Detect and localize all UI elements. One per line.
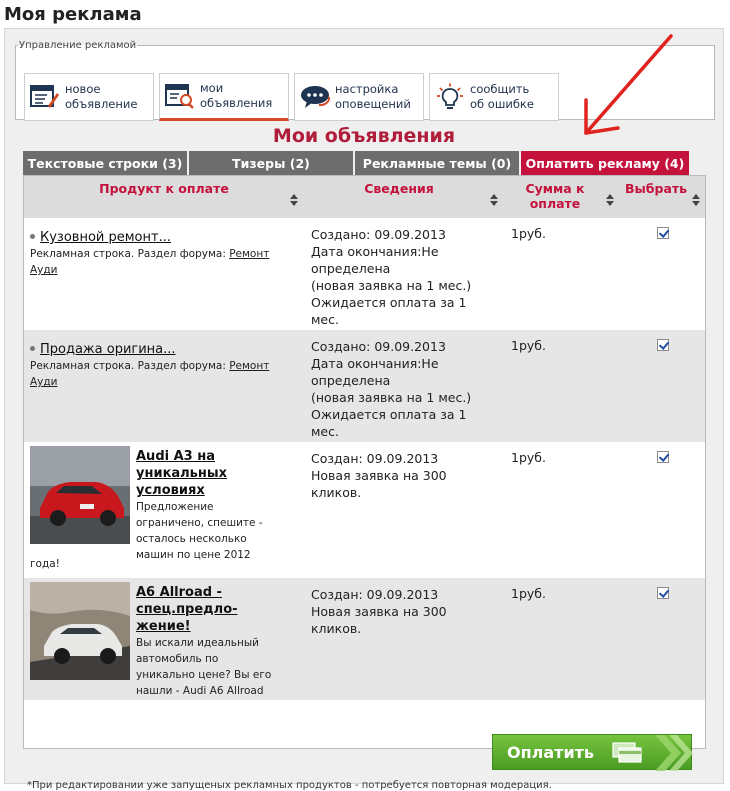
select-checkbox[interactable] bbox=[657, 587, 669, 599]
ad-title-link[interactable]: Продажа оригина... bbox=[40, 342, 176, 357]
header-product[interactable]: Продукт к оплате bbox=[99, 181, 229, 196]
ad-sum: 1руб. bbox=[511, 338, 546, 353]
header-info[interactable]: Сведения bbox=[364, 181, 434, 196]
ad-management-legend: Управление рекламой bbox=[19, 40, 137, 51]
header-select[interactable]: Выбрать bbox=[624, 181, 688, 196]
forum-section-link[interactable]: Ремонт Ауди bbox=[30, 360, 270, 388]
new-ad-button[interactable] bbox=[24, 73, 154, 121]
cards-icon bbox=[611, 742, 643, 768]
tab-bar bbox=[23, 151, 691, 175]
table-row bbox=[24, 330, 705, 442]
table-row bbox=[24, 442, 705, 578]
ad-thumbnail-image[interactable] bbox=[30, 582, 130, 680]
header-sum-line1: Сумма к bbox=[525, 181, 585, 196]
ad-sum: 1руб. bbox=[511, 226, 546, 241]
ad-description: Рекламная строка. Раздел форума: bbox=[30, 248, 230, 260]
my-ads-button[interactable] bbox=[159, 73, 289, 121]
header-sum[interactable] bbox=[510, 181, 600, 211]
report-error-button[interactable] bbox=[429, 73, 559, 121]
red-arrow-annotation bbox=[566, 28, 686, 148]
tab-pay-ads[interactable]: Оплатить рекламу (4) bbox=[521, 151, 689, 175]
report-error-label-2: об ошибке bbox=[470, 97, 534, 111]
my-ads-icon bbox=[160, 83, 200, 109]
chevron-right-icon bbox=[651, 735, 693, 775]
teaser-description: Вы искали идеальный автомобиль по уникально цене? Вы его нашли - Audi A6 Allroad bbox=[136, 637, 272, 697]
ad-description: Рекламная строка. Раздел форума: bbox=[30, 360, 230, 372]
moderation-footnote: *При редактировании уже запущеных рекламных продуктов - потребуется повторная модерация. bbox=[27, 780, 552, 791]
table-row bbox=[24, 578, 705, 700]
select-checkbox[interactable] bbox=[657, 451, 669, 463]
ad-thumbnail-image[interactable] bbox=[30, 446, 130, 544]
notification-label-2: оповещений bbox=[335, 97, 411, 111]
sort-select-icon[interactable] bbox=[692, 194, 700, 206]
lightbulb-icon bbox=[430, 83, 470, 111]
my-ads-label-1: мои bbox=[200, 81, 224, 95]
teaser-title-link[interactable]: A6 Allroad - спец.предло- жение! bbox=[136, 585, 238, 634]
header-sum-line2: оплате bbox=[529, 196, 581, 211]
table-row bbox=[24, 218, 705, 330]
ad-info: Создан: 09.09.2013 Новая заявка на 300 кликов. bbox=[311, 451, 447, 500]
sort-info-icon[interactable] bbox=[490, 194, 498, 206]
teaser-description-tail: года! bbox=[30, 558, 60, 570]
section-title: Мои объявления bbox=[272, 125, 456, 147]
my-ads-label-2: объявления bbox=[200, 96, 273, 110]
ad-info: Создано: 09.09.2013 Дата окончания:Не определена (новая заявка на 1 мес.) Ожидается оплата за 1 мес. bbox=[311, 227, 472, 327]
new-ad-label-2: объявление bbox=[65, 97, 138, 111]
notification-settings-button[interactable] bbox=[294, 73, 424, 121]
ad-info: Создан: 09.09.2013 Новая заявка на 300 кликов. bbox=[311, 587, 447, 636]
select-checkbox[interactable] bbox=[657, 339, 669, 351]
ad-info: Создано: 09.09.2013 Дата окончания:Не определена (новая заявка на 1 мес.) Ожидается оплата за 1 мес. bbox=[311, 339, 472, 439]
teaser-description: Предложение ограничено, спешите - осталось несколько машин по цене 2012 bbox=[136, 501, 263, 561]
forum-section-link[interactable]: Ремонт Ауди bbox=[30, 248, 270, 276]
table-header bbox=[24, 176, 705, 218]
bullet-icon bbox=[30, 346, 35, 351]
new-ad-label-1: новое bbox=[65, 82, 101, 96]
teaser-title-link[interactable]: Audi A3 на уникальных условиях bbox=[136, 449, 228, 498]
page-title: Моя реклама bbox=[4, 4, 142, 25]
payment-table bbox=[23, 175, 706, 749]
tab-text-lines[interactable]: Текстовые строки (3) bbox=[23, 151, 187, 175]
tab-teasers[interactable]: Тизеры (2) bbox=[189, 151, 353, 175]
ad-sum: 1руб. bbox=[511, 450, 546, 465]
new-ad-icon bbox=[25, 84, 65, 110]
notification-label-1: настройка bbox=[335, 82, 399, 96]
pay-button[interactable] bbox=[492, 734, 692, 770]
tab-ad-topics[interactable]: Рекламные темы (0) bbox=[355, 151, 519, 175]
bullet-icon bbox=[30, 234, 35, 239]
ad-sum: 1руб. bbox=[511, 586, 546, 601]
ad-title-link[interactable]: Кузовной ремонт... bbox=[40, 230, 171, 245]
sort-product-icon[interactable] bbox=[290, 194, 298, 206]
select-checkbox[interactable] bbox=[657, 227, 669, 239]
pay-button-label: Оплатить bbox=[507, 742, 595, 762]
sort-sum-icon[interactable] bbox=[606, 194, 614, 206]
report-error-label-1: сообщить bbox=[470, 82, 530, 96]
speech-bubble-icon bbox=[295, 84, 335, 110]
